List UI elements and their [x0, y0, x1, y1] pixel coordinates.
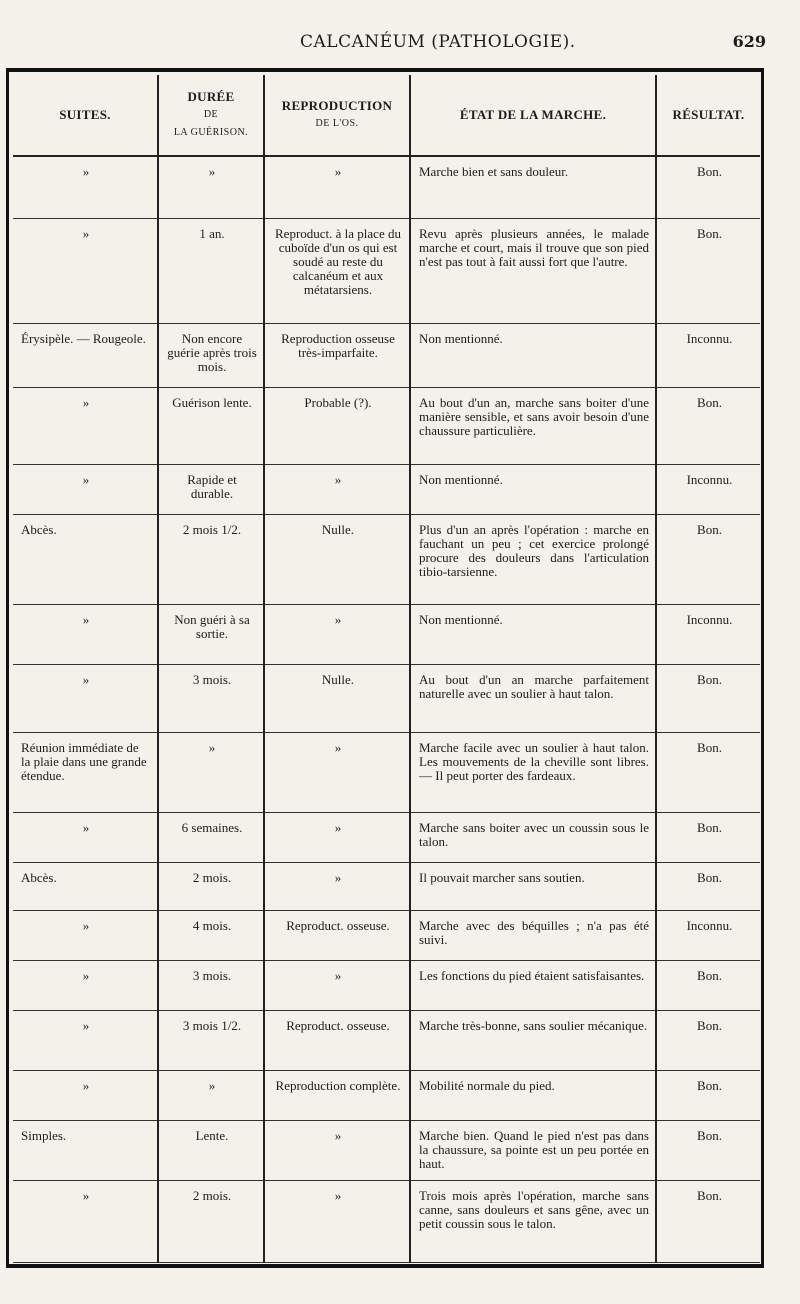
col-header-etat-label: ÉTAT DE LA MARCHE. [459, 107, 607, 122]
cell-etat [410, 862, 656, 910]
cell-duree [158, 464, 264, 514]
cell-resultat-text: Bon. [697, 225, 722, 241]
cell-resultat [656, 862, 760, 910]
cell-etat-text: Plus d'un an après l'opération : marche en fauchant un peu ; cet exercice prolongé procure des douleurs dans l'articulation tibio-tarsienne. [419, 521, 649, 579]
cell-resultat [656, 387, 760, 464]
cell-etat [410, 1070, 656, 1120]
cell-resultat [656, 156, 760, 218]
cell-resultat-text: Bon. [697, 1187, 722, 1203]
cell-resultat-text: Bon. [697, 1017, 722, 1033]
cell-reproduction [264, 910, 410, 960]
cell-duree-text: 2 mois 1/2. [182, 521, 242, 537]
cell-reproduction [264, 960, 410, 1010]
cell-duree [158, 910, 264, 960]
table-row [13, 387, 760, 464]
cell-suites [13, 732, 158, 812]
cell-reproduction-text: » [334, 471, 342, 487]
cell-reproduction-text: Reproduct. à la place du cuboïde d'un os qui est soudé au reste du calcanéum et aux métatarsiens. [275, 225, 401, 297]
cell-resultat [656, 604, 760, 664]
cell-reproduction [264, 812, 410, 862]
cell-etat [410, 604, 656, 664]
cell-resultat [656, 1010, 760, 1070]
cell-duree [158, 664, 264, 732]
cell-duree [158, 960, 264, 1010]
cell-duree [158, 387, 264, 464]
col-header-duree-bottom: LA GUÉRISON. [173, 127, 249, 138]
cell-etat-text: Marche avec des béquilles ; n'a pas été suivi. [419, 917, 649, 947]
cell-suites [13, 1120, 158, 1180]
cell-duree-text: 3 mois 1/2. [182, 1017, 242, 1033]
cell-reproduction [264, 604, 410, 664]
cell-suites [13, 323, 158, 387]
cell-suites-text: » [82, 1187, 90, 1203]
cell-duree-text: 6 semaines. [181, 819, 243, 835]
cell-reproduction-text: Reproduct. osseuse. [286, 1017, 390, 1033]
cell-duree-text: Non encore guérie après trois mois. [167, 330, 257, 374]
table-row [13, 604, 760, 664]
cell-suites [13, 514, 158, 604]
cell-reproduction [264, 323, 410, 387]
cell-reproduction-text: Nulle. [321, 521, 355, 537]
cell-duree-text: 2 mois. [192, 1187, 232, 1203]
cell-etat [410, 910, 656, 960]
cell-etat-text: Revu après plusieurs années, le malade marche et court, mais il trouve que son pied n'est pas tout à fait aussi fort que l'autre. [419, 225, 649, 269]
cell-etat-text: Au bout d'un an marche parfaitement naturelle avec un soulier à haut talon. [419, 671, 649, 701]
cell-reproduction-text: Reproduction complète. [275, 1077, 401, 1093]
table-row [13, 323, 760, 387]
cell-suites [13, 910, 158, 960]
cell-resultat [656, 960, 760, 1010]
cell-etat-text: Non mentionné. [419, 611, 503, 627]
table-row [13, 156, 760, 218]
cell-resultat [656, 664, 760, 732]
col-header-resultat [656, 75, 760, 156]
cell-duree [158, 812, 264, 862]
cell-duree-text: Lente. [195, 1127, 229, 1143]
cell-resultat [656, 1180, 760, 1262]
cell-suites [13, 387, 158, 464]
cell-resultat-text: Bon. [697, 521, 722, 537]
cell-duree-text: » [208, 164, 216, 179]
cell-suites-text: Abcès. [21, 521, 57, 537]
cell-duree [158, 1120, 264, 1180]
cell-reproduction [264, 1070, 410, 1120]
cell-suites-text: Érysipèle. — Rougeole. [21, 330, 146, 346]
table-row [13, 910, 760, 960]
cell-reproduction [264, 514, 410, 604]
cell-reproduction-text: » [334, 1187, 342, 1203]
cell-reproduction [264, 732, 410, 812]
cell-resultat-text: Bon. [697, 1127, 722, 1143]
cell-resultat-text: Inconnu. [686, 611, 733, 627]
table-row [13, 1010, 760, 1070]
cell-etat-text: Marche sans boiter avec un coussin sous le talon. [419, 819, 649, 849]
cell-etat-text: Non mentionné. [419, 471, 503, 487]
col-header-duree [158, 75, 264, 156]
cell-resultat [656, 910, 760, 960]
col-header-duree-top: DURÉE [187, 89, 235, 104]
cell-reproduction [264, 1010, 410, 1070]
cell-duree [158, 514, 264, 604]
cell-resultat [656, 812, 760, 862]
cell-duree [158, 1070, 264, 1120]
cell-resultat-text: Inconnu. [686, 917, 733, 933]
cell-suites [13, 218, 158, 323]
cell-suites-text: » [82, 917, 90, 933]
cell-suites-text: » [82, 225, 90, 241]
cell-suites-text: » [82, 394, 90, 410]
table-row [13, 664, 760, 732]
table-row [13, 812, 760, 862]
cell-duree-text: 4 mois. [192, 917, 232, 933]
cell-resultat [656, 1070, 760, 1120]
cell-duree [158, 156, 264, 218]
cell-reproduction-text: Probable (?). [304, 394, 372, 410]
cell-reproduction [264, 218, 410, 323]
cell-reproduction [264, 1180, 410, 1262]
table-row [13, 218, 760, 323]
cell-suites-text: Réunion immédiate de la plaie dans une grande étendue. [21, 739, 147, 783]
cell-suites [13, 812, 158, 862]
table-row [13, 732, 760, 812]
cell-reproduction-text: » [334, 611, 342, 627]
cell-reproduction [264, 156, 410, 218]
cell-etat [410, 1010, 656, 1070]
col-header-suites-label: SUITES. [59, 107, 111, 122]
col-header-repro-bottom: DE L'OS. [315, 118, 359, 129]
cell-etat [410, 732, 656, 812]
cell-suites-text: » [82, 471, 90, 487]
cell-suites [13, 604, 158, 664]
cell-duree-text: Rapide et durable. [187, 471, 237, 501]
cell-resultat-text: Bon. [697, 164, 722, 179]
cell-suites [13, 862, 158, 910]
cell-duree [158, 732, 264, 812]
cell-etat [410, 464, 656, 514]
cell-duree-text: 1 an. [199, 225, 225, 241]
col-header-repro-top: REPRODUCTION [281, 98, 393, 113]
cell-reproduction-text: Nulle. [321, 671, 355, 687]
running-head [0, 30, 800, 58]
cell-etat [410, 387, 656, 464]
cell-resultat-text: Bon. [697, 819, 722, 835]
cell-reproduction-text: » [334, 739, 342, 755]
cell-suites-text: » [82, 611, 90, 627]
cell-reproduction-text: » [334, 869, 342, 885]
cell-suites-text: » [82, 1077, 90, 1093]
cell-duree-text: Guérison lente. [172, 394, 252, 410]
cell-resultat-text: Bon. [697, 739, 722, 755]
cell-etat-text: Les fonctions du pied étaient satisfaisantes. [419, 967, 645, 983]
col-header-duree-mid: DE [203, 109, 219, 120]
cell-suites-text: » [82, 164, 90, 179]
cell-duree [158, 604, 264, 664]
cell-reproduction-text: Reproduct. osseuse. [286, 917, 390, 933]
table-row [13, 514, 760, 604]
cell-suites [13, 960, 158, 1010]
cell-resultat [656, 464, 760, 514]
cell-etat-text: Mobilité normale du pied. [419, 1077, 555, 1093]
cell-duree [158, 862, 264, 910]
cell-suites [13, 156, 158, 218]
cell-etat [410, 323, 656, 387]
cell-suites [13, 464, 158, 514]
cell-reproduction-text: » [334, 967, 342, 983]
cell-duree-text: 3 mois. [192, 671, 232, 687]
cell-duree [158, 1180, 264, 1262]
cell-suites [13, 1070, 158, 1120]
cell-duree-text: 2 mois. [192, 869, 232, 885]
running-title: CALCANÉUM (PATHOLOGIE). [300, 32, 576, 52]
page-number: 629 [732, 32, 766, 51]
cell-resultat-text: Inconnu. [686, 471, 733, 487]
results-table [13, 75, 760, 1263]
cell-suites [13, 1180, 158, 1262]
cell-suites-text: » [82, 671, 90, 687]
cell-etat [410, 960, 656, 1010]
table-row [13, 464, 760, 514]
table-row [13, 960, 760, 1010]
cell-duree-text: 3 mois. [192, 967, 232, 983]
cell-etat-text: Au bout d'un an, marche sans boiter d'une manière sensible, et sans avoir besoin d'une chaussure particulière. [419, 394, 649, 438]
cell-reproduction [264, 862, 410, 910]
header-row [13, 75, 760, 156]
cell-reproduction [264, 664, 410, 732]
cell-etat-text: Il pouvait marcher sans soutien. [419, 869, 585, 885]
cell-etat [410, 514, 656, 604]
cell-etat-text: Marche bien et sans douleur. [419, 164, 569, 179]
cell-etat [410, 664, 656, 732]
cell-etat [410, 1120, 656, 1180]
cell-suites-text: Simples. [21, 1127, 67, 1143]
cell-resultat-text: Bon. [697, 869, 722, 885]
cell-resultat-text: Bon. [697, 967, 722, 983]
cell-reproduction-text: » [334, 819, 342, 835]
cell-suites-text: Abcès. [21, 869, 57, 885]
cell-reproduction [264, 464, 410, 514]
table-row [13, 1120, 760, 1180]
cell-etat-text: Marche très-bonne, sans soulier mécanique. [419, 1017, 648, 1033]
table-row [13, 1180, 760, 1262]
cell-resultat [656, 514, 760, 604]
cell-reproduction-text: » [334, 1127, 342, 1143]
cell-resultat [656, 323, 760, 387]
cell-suites-text: » [82, 1017, 90, 1033]
cell-duree [158, 323, 264, 387]
table-row [13, 1070, 760, 1120]
cell-resultat-text: Bon. [697, 1077, 722, 1093]
cell-duree [158, 1010, 264, 1070]
cell-duree [158, 218, 264, 323]
cell-reproduction-text: Reproduction osseuse très-imparfaite. [281, 330, 395, 360]
col-header-reproduction [264, 75, 410, 156]
col-header-resultat-label: RÉSULTAT. [672, 107, 745, 122]
cell-duree-text: » [208, 1077, 216, 1093]
cell-etat-text: Non mentionné. [419, 330, 503, 346]
cell-resultat [656, 218, 760, 323]
cell-suites [13, 1010, 158, 1070]
table-row [13, 862, 760, 910]
cell-etat-text: Trois mois après l'opération, marche sans canne, sans douleurs et sans gêne, avec un petit coussin sous le talon. [419, 1187, 649, 1231]
cell-duree-text: Non guéri à sa sortie. [174, 611, 250, 641]
cell-resultat-text: Bon. [697, 671, 722, 687]
cell-etat [410, 156, 656, 218]
cell-etat [410, 1180, 656, 1262]
cell-resultat [656, 1120, 760, 1180]
col-header-suites [13, 75, 158, 156]
cell-etat [410, 218, 656, 323]
cell-etat-text: Marche bien. Quand le pied n'est pas dans la chaussure, sa pointe est un peu portée en haut. [419, 1127, 649, 1171]
cell-reproduction-text: » [334, 164, 342, 179]
cell-etat-text: Marche facile avec un soulier à haut talon. Les mouvements de la cheville sont libres. — Il peut porter des fardeaux. [419, 739, 649, 783]
cell-duree-text: » [208, 739, 216, 755]
col-header-etat [410, 75, 656, 156]
cell-reproduction [264, 1120, 410, 1180]
cell-resultat [656, 732, 760, 812]
cell-resultat-text: Inconnu. [686, 330, 733, 346]
cell-suites-text: » [82, 967, 90, 983]
cell-resultat-text: Bon. [697, 394, 722, 410]
table-body [13, 156, 760, 1262]
cell-reproduction [264, 387, 410, 464]
cell-suites [13, 664, 158, 732]
cell-suites-text: » [82, 819, 90, 835]
cell-etat [410, 812, 656, 862]
